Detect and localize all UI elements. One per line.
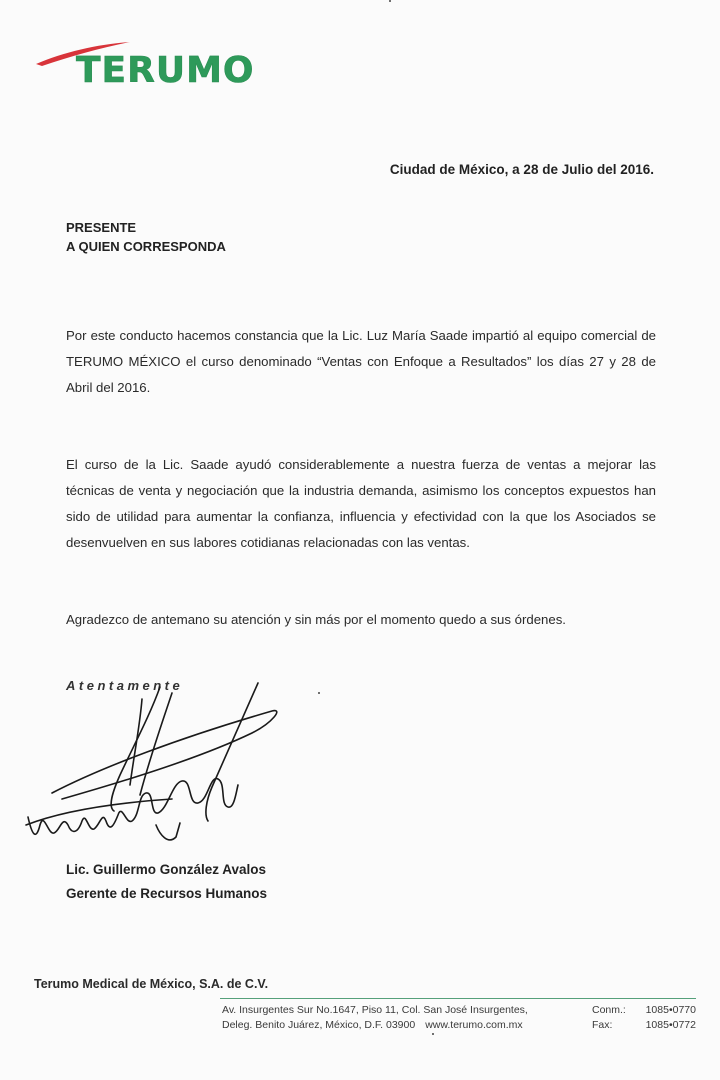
signer-block xyxy=(66,858,267,906)
phone-row xyxy=(592,1003,696,1018)
address-line-1: Av. Insurgentes Sur No.1647, Piso 11, Col. San José Insurgentes, xyxy=(222,1004,528,1016)
logo-wordmark: TERUMO xyxy=(76,50,255,91)
footer-address xyxy=(222,1003,528,1033)
signer-title: Gerente de Recursos Humanos xyxy=(66,886,268,901)
signer-name: Lic. Guillermo González Avalos xyxy=(66,862,267,877)
footer-company: Terumo Medical de México, S.A. de C.V. xyxy=(34,977,269,991)
fax-row xyxy=(592,1018,696,1033)
salutation-line-2: A QUIEN CORRESPONDA xyxy=(66,239,226,254)
address-line-2 xyxy=(222,1018,528,1033)
handwritten-signature xyxy=(22,675,302,855)
letter-date: Ciudad de México, a 28 de Julio del 2016. xyxy=(389,162,654,177)
salutation xyxy=(66,218,226,256)
body-paragraph-2: El curso de la Lic. Saade ayudó considerablemente a nuestra fuerza de ventas a mejorar las técnicas de venta y negociación que la industria demanda, asimismo los conceptos expuestos han sido de utilidad para aumentar la confianza, influencia y efectividad con la que los Asociados se desenvuelven en sus labores cotidianas relacionadas con las ventas. xyxy=(66,457,656,550)
salutation-line-1: PRESENTE xyxy=(66,220,137,235)
body-paragraph-1: Por este conducto hacemos constancia que la Lic. Luz María Saade impartió al equipo comercial de TERUMO MÉXICO el curso denominado “Ventas con Enfoque a Resultados” los días 27 y 28 de Abril del 2016. xyxy=(66,328,656,395)
phone-label: Conm.: xyxy=(592,1004,626,1016)
address-line-2-text: Deleg. Benito Juárez, México, D.F. 03900 xyxy=(222,1019,416,1031)
footer-website: www.terumo.com.mx xyxy=(425,1019,523,1031)
closing-text: Atentamente xyxy=(66,678,184,693)
terumo-logo xyxy=(34,40,304,100)
body-paragraph-3: Agradezco de antemano su atención y sin más por el momento quedo a sus órdenes. xyxy=(66,612,566,627)
scan-speck xyxy=(389,0,391,2)
scan-speck xyxy=(318,692,320,694)
phone-number: 1085•0770 xyxy=(645,1004,696,1016)
footer-divider xyxy=(220,998,696,999)
scan-speck xyxy=(432,1033,434,1035)
footer-contact xyxy=(592,1003,696,1033)
fax-number: 1085•0772 xyxy=(645,1019,696,1031)
fax-label: Fax: xyxy=(592,1019,613,1031)
